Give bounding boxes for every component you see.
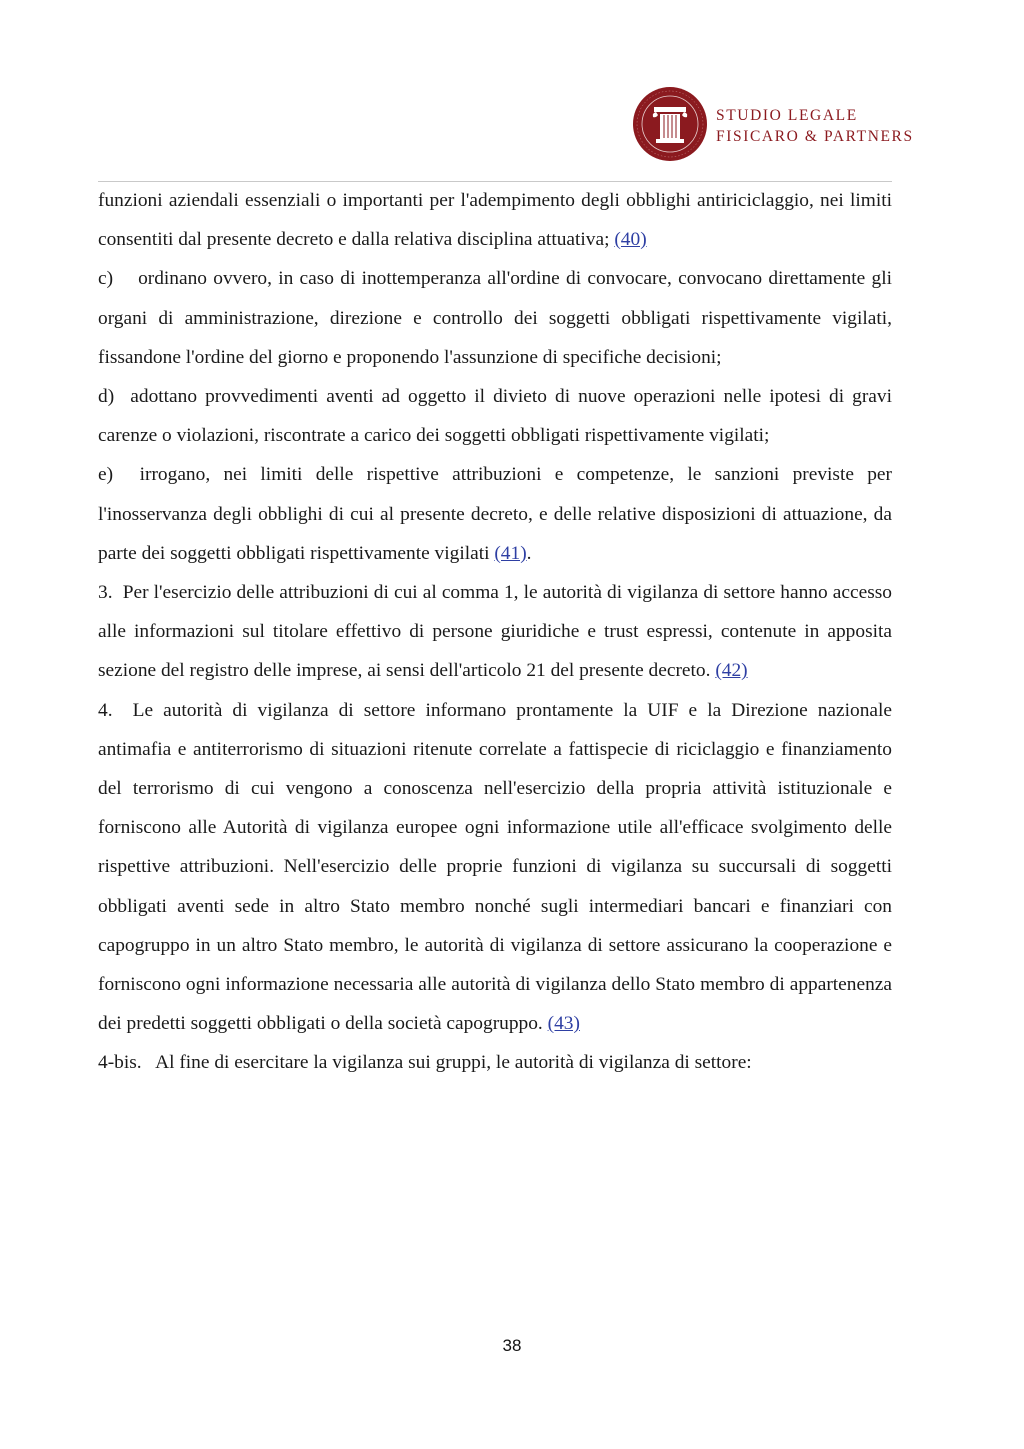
- column-seal-icon: [632, 86, 708, 162]
- footnote-ref-42[interactable]: (42): [715, 660, 748, 682]
- paragraph-comma-4-bis: 4-bis. Al fine di esercitare la vigilanza sui gruppi, le autorità di vigilanza di settore:: [98, 1052, 752, 1074]
- firm-name: [716, 105, 914, 147]
- paragraph-comma-4: 4. Le autorità di vigilanza di settore informano prontamente la UIF e la Direzione nazionale antimafia e antiterrorismo di situazioni ritenute correlate a fattispecie di riciclaggio e finanziamento del terrorismo di cui vengono a conoscenza nell'esercizio della propria attività istituzionale e forniscono alle Autorità di vigilanza europee ogni informazione utile all'efficace svolgimento delle rispettive attribuzioni. Nell'esercizio delle proprie funzioni di vigilanza su succursali di soggetti obbligati aventi sede in altro Stato membro nonché sugli intermediari bancari e finanziari con capogruppo in un altro Stato membro, le autorità di vigilanza di settore assicurano la cooperazione e forniscono ogni informazione necessaria alle autorità di vigilanza dello Stato membro di appartenenza dei predetti soggetti obbligati o della società capogruppo. (43): [98, 699, 892, 1035]
- document-body: [98, 181, 892, 1083]
- footnote-ref-41[interactable]: (41): [494, 542, 527, 564]
- paragraph-continuation: funzioni aziendali essenziali o importanti per l'adempimento degli obblighi antiriciclaggio, nei limiti consentiti dal presente decreto e dalla relativa disciplina attuativa; (40): [98, 190, 892, 251]
- paragraph-item-e: e) irrogano, nei limiti delle rispettive attribuzioni e competenze, le sanzioni previste per l'inosservanza degli obblighi di cui al presente decreto, e delle relative disposizioni di attuazione, da parte dei soggetti obbligati rispettivamente vigilati (41).: [98, 464, 892, 564]
- page-header: [0, 0, 1024, 180]
- page-number: 38: [502, 1336, 522, 1355]
- footnote-ref-43[interactable]: (43): [547, 1013, 580, 1035]
- firm-name-line-2: FISICARO & PARTNERS: [716, 128, 914, 145]
- paragraph-item-c: c) ordinano ovvero, in caso di inottemperanza all'ordine di convocare, convocano direttamente gli organi di amministrazione, direzione e controllo dei soggetti obbligati rispettivamente vigilati, fissandone l'ordine del giorno e proponendo l'assunzione di specifiche decisioni;: [98, 268, 892, 368]
- footnote-ref-40[interactable]: (40): [614, 229, 647, 251]
- firm-name-line-1: STUDIO LEGALE: [716, 107, 858, 124]
- paragraph-comma-3: 3. Per l'esercizio delle attribuzioni di cui al comma 1, le autorità di vigilanza di settore hanno accesso alle informazioni sul titolare effettivo di persone giuridiche e trust espressi, contenute in apposita sezione del registro delle imprese, ai sensi dell'articolo 21 del presente decreto. (42): [98, 582, 892, 682]
- paragraph-item-d: d) adottano provvedimenti aventi ad oggetto il divieto di nuove operazioni nelle ipotesi di gravi carenze o violazioni, riscontrate a carico dei soggetti obbligati rispettivamente vigilati;: [98, 386, 892, 447]
